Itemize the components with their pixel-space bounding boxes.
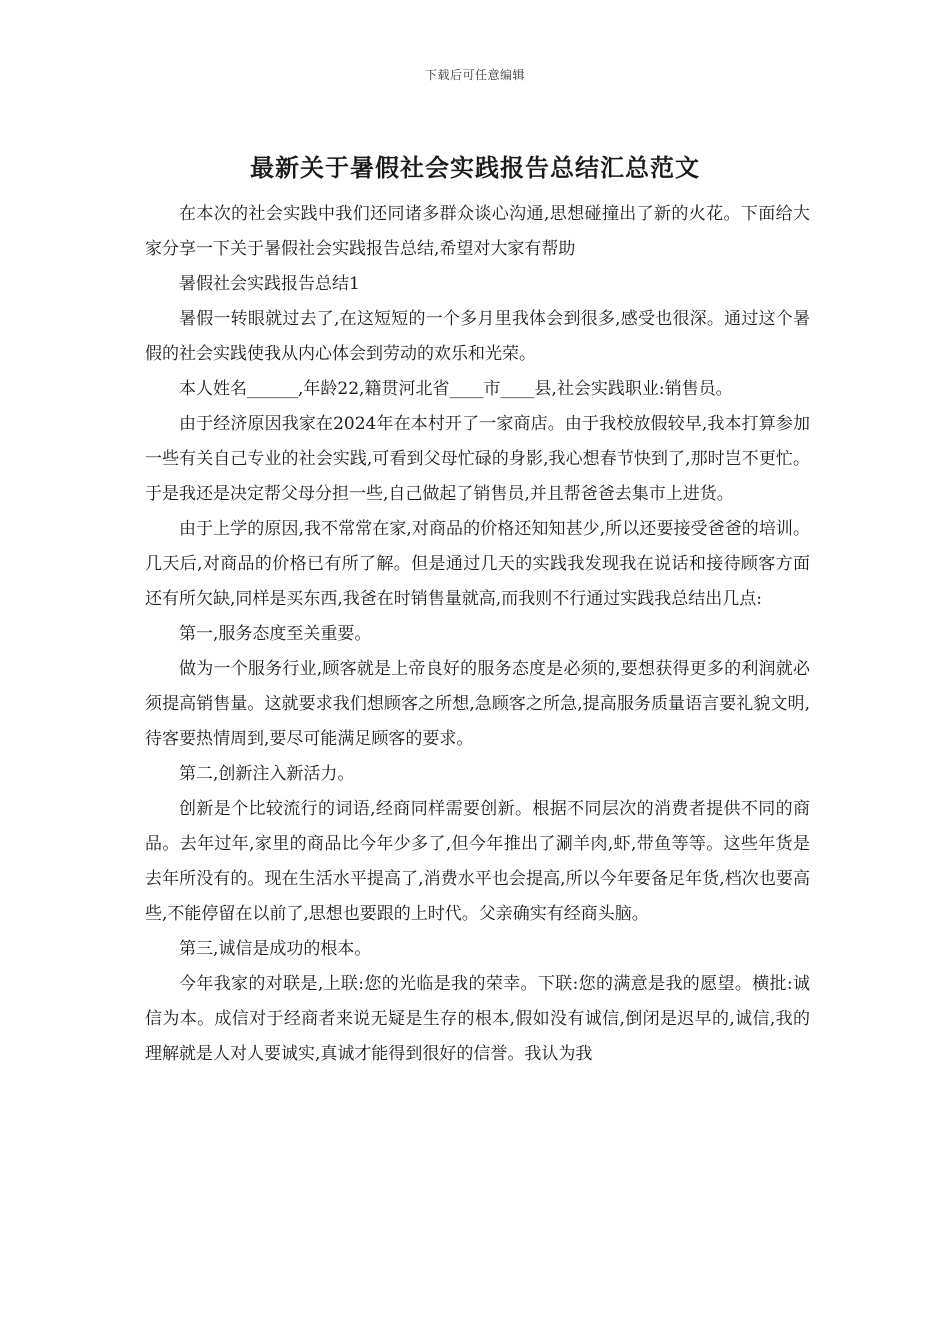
body-paragraph: 由于经济原因我家在2024年在本村开了一家商店。由于我校放假较早,我本打算参加一些有关自己专业的社会实践,可看到父母忙碌的身影,我心想春节快到了,那时岂不更忙。于是我还是决定帮父母分担一些,自己做起了销售员,并且帮爸爸去集市上进货。: [145, 414, 810, 504]
document-body: [145, 197, 810, 1072]
section-heading: 暑假社会实践报告总结1: [179, 274, 360, 294]
point-heading: 第一,服务态度至关重要。: [179, 624, 372, 644]
body-paragraph: 本人姓名______,年龄22,籍贯河北省____市____县,社会实践职业:销售员。: [179, 379, 733, 399]
body-paragraph: 暑假一转眼就过去了,在这短短的一个多月里我体会到很多,感受也很深。通过这个暑假的社会实践使我从内心体会到劳动的欢乐和光荣。: [145, 309, 810, 364]
body-paragraph: 今年我家的对联是,上联:您的光临是我的荣幸。下联:您的满意是我的愿望。横批:诚信为本。成信对于经商者来说无疑是生存的根本,假如没有诚信,倒闭是迟早的,诚信,我的理解就是人对人要诚实,真诚才能得到很好的信誉。我认为我: [145, 974, 810, 1064]
point-heading: 第二,创新注入新活力。: [179, 764, 355, 784]
intro-paragraph: 在本次的社会实践中我们还同诸多群众谈心沟通,思想碰撞出了新的火花。下面给大家分享一下关于暑假社会实践报告总结,希望对大家有帮助: [145, 204, 810, 259]
document-title: 最新关于暑假社会实践报告总结汇总范文: [250, 153, 700, 182]
body-paragraph: 做为一个服务行业,顾客就是上帝良好的服务态度是必须的,要想获得更多的利润就必须提高销售量。这就要求我们想顾客之所想,急顾客之所急,提高服务质量语言要礼貌文明,待客要热情周到,要尽可能满足顾客的要求。: [145, 659, 810, 749]
body-paragraph: 创新是个比较流行的词语,经商同样需要创新。根据不同层次的消费者提供不同的商品。去年过年,家里的商品比今年少多了,但今年推出了涮羊肉,虾,带鱼等等。这些年货是去年所没有的。现在生活水平提高了,消费水平也会提高,所以今年要备足年货,档次也要高些,不能停留在以前了,思想也要跟的上时代。父亲确实有经商头脑。: [145, 799, 810, 924]
point-heading: 第三,诚信是成功的根本。: [179, 939, 372, 959]
header-note: 下载后可任意编辑: [424, 68, 525, 82]
body-paragraph: 由于上学的原因,我不常常在家,对商品的价格还知知甚少,所以还要接受爸爸的培训。几天后,对商品的价格已有所了解。但是通过几天的实践我发现我在说话和接待顾客方面还有所欠缺,同样是买东西,我爸在时销售量就高,而我则不行通过实践我总结出几点:: [145, 519, 810, 609]
